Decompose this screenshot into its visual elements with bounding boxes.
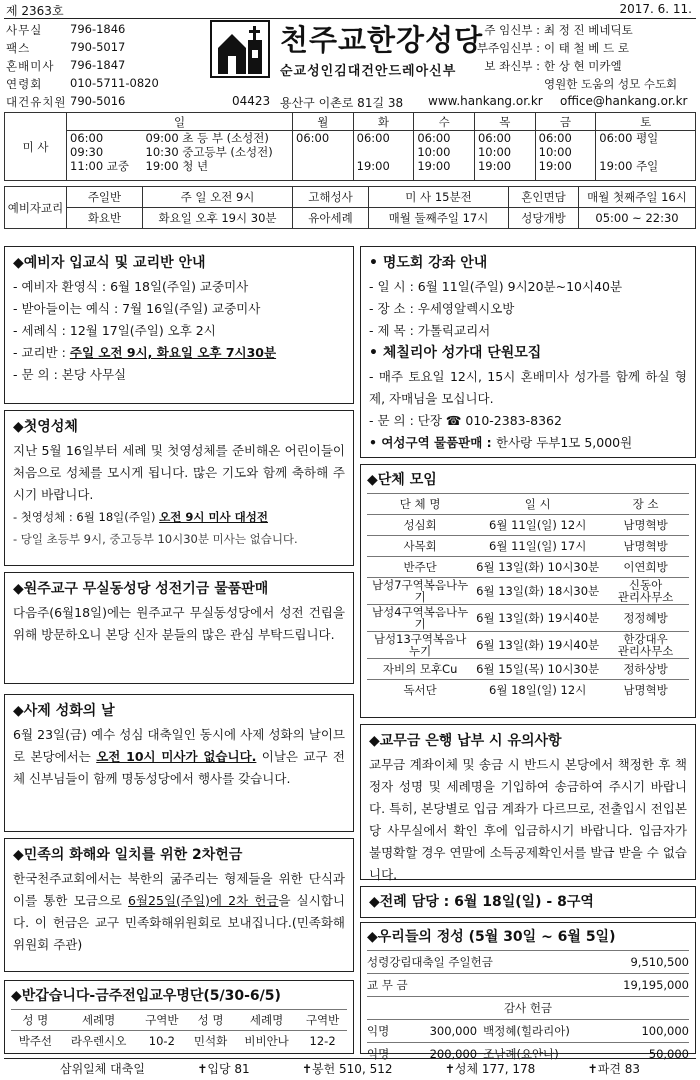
newcomers-cell: 12-2 — [298, 1031, 347, 1052]
feast-name: 삼위일체 대축일 — [60, 1062, 145, 1076]
group-time: 6월 11일(일) 17시 — [473, 536, 602, 557]
group-time: 6월 13일(화) 18시30분 — [473, 578, 602, 605]
sun-times-a: 06:00 09:30 11:00 교중 — [67, 131, 143, 181]
newcomers-head: 성 명 — [11, 1010, 60, 1031]
website-link[interactable]: www.hankang.or.kr — [428, 94, 543, 108]
groups-head: 일 시 — [473, 494, 602, 515]
edu-cell: 05:00 ~ 22:30 — [579, 208, 696, 229]
day-wed: 수 — [414, 113, 475, 131]
group-place: 남명혁방 — [602, 680, 689, 701]
donor-name: 익명 — [367, 1024, 390, 1038]
group-name: 성심회 — [367, 515, 473, 536]
edu-cell: 혼인면담 — [509, 187, 579, 208]
fundraising-title: ◆원주교구 무실동성당 성전기금 물품판매 — [13, 581, 269, 597]
group-name: 남성13구역복음나누기 — [367, 632, 473, 659]
offering-label: 교 무 금 — [367, 978, 408, 992]
education-schedule-table — [4, 186, 696, 229]
newcomers-head: 세례명 — [60, 1010, 138, 1031]
church-logo — [210, 20, 270, 78]
email-link[interactable]: office@hankang.or.kr — [560, 94, 688, 108]
dues-notice — [360, 724, 696, 880]
donor-name: 익명 — [367, 1047, 390, 1061]
reconciliation-text: 한국천주교회에서는 북한의 굶주리는 형제들을 위한 단식과 이를 통한 모금으로 — [13, 871, 345, 908]
reconciliation-date: 6월25일(주일)에 2차 헌금 — [128, 893, 279, 908]
staff-pastor: 주 임신부 : 최 정 진 베네딕토 — [484, 23, 633, 37]
donor-amount: 200,000 — [429, 1047, 478, 1061]
priest-day-text2: 이날은 교구 전체 신부님들이 함께 명동성당에서 행사를 갖습니다. — [13, 749, 345, 786]
group-place: 이연희방 — [602, 557, 689, 578]
edu-cell: 미 사 15분전 — [369, 187, 509, 208]
first-communion-note: - 당일 초등부 9시, 중고등부 10시30분 미사는 없습니다. — [13, 532, 298, 546]
contact-kindergarten: 대건유치원 790-5016 — [6, 94, 126, 109]
church-title: 천주교한강성당 — [280, 23, 484, 57]
mon-times: 06:00 — [293, 131, 354, 181]
group-time: 6월 13일(화) 10시30분 — [473, 557, 602, 578]
offerings-box — [360, 922, 696, 1061]
donor-amount: 100,000 — [641, 1024, 689, 1038]
catechumen-line: - 받아들이는 예식 : 7월 16일(주일) 교중미사 — [13, 301, 261, 316]
reconciliation-notice — [4, 838, 354, 972]
postcode: 04423 — [232, 94, 271, 108]
choir-title: • 체칠리아 성가대 단원모집 — [369, 345, 542, 361]
lecture-line: - 일 시 : 6월 11일(주일) 9시20분~10시40분 — [369, 279, 623, 294]
lecture-line: - 제 목 : 가톨릭교리서 — [369, 323, 491, 338]
issue-number: 제 2363호 — [6, 4, 64, 18]
newcomers-head: 구역반 — [298, 1010, 347, 1031]
liturgy-box — [360, 886, 696, 918]
groups-title: ◆단체 모임 — [367, 472, 437, 488]
sale-title: • 여성구역 물품판매 : — [369, 435, 496, 450]
donor-amount: 50,000 — [648, 1047, 689, 1061]
contact-funeral: 연령회 010-5711-0820 — [6, 76, 159, 91]
newcomers-cell: 민석화 — [186, 1031, 235, 1052]
class-times: 주일 오전 9시, 화요일 오후 7시30분 — [69, 345, 277, 360]
day-fri: 금 — [535, 113, 596, 131]
group-place: 남명혁방 — [602, 536, 689, 557]
offering-amount: 19,195,000 — [623, 978, 689, 992]
class-label: - 교리반 : — [13, 345, 70, 360]
donor-amount: 300,000 — [429, 1024, 478, 1038]
group-time: 6월 11일(일) 12시 — [473, 515, 602, 536]
staff-order: 영원한 도움의 성모 수도회 — [544, 77, 678, 91]
group-time: 6월 18일(일) 12시 — [473, 680, 602, 701]
liturgy-title: ◆전례 담당 : 6월 18일(일) - 8구역 — [369, 894, 594, 910]
newcomers-head: 세례명 — [235, 1010, 298, 1031]
catechumen-notice — [4, 246, 354, 404]
mass-schedule-table — [4, 112, 696, 181]
day-mon: 월 — [293, 113, 354, 131]
edu-label: 예비자교리 — [5, 187, 67, 229]
catechumen-line: - 세례식 : 12월 17일(주일) 오후 2시 — [13, 323, 216, 338]
group-place: 정정혜방 — [602, 605, 689, 632]
hymn-footer — [0, 1060, 700, 1077]
priest-day-title: ◆사제 성화의 날 — [13, 703, 115, 719]
edu-cell: 화요반 — [67, 208, 143, 229]
edu-cell: 성당개방 — [509, 208, 579, 229]
fundraising-notice — [4, 572, 354, 684]
edu-cell: 매월 첫째주일 16시 — [579, 187, 696, 208]
reconciliation-text2: 을 실시합니다. 이 헌금은 교구 민족화해위원회로 보내집니다.(민족화해위원회 주관) — [13, 893, 345, 952]
newcomers-box — [4, 980, 354, 1054]
group-name: 독서단 — [367, 680, 473, 701]
newcomers-cell: 비비안나 — [235, 1031, 298, 1052]
group-time: 6월 15일(목) 10시30분 — [473, 659, 602, 680]
group-name: 남성4구역복음나누기 — [367, 605, 473, 632]
address: 용산구 이촌로 81길 38 — [280, 96, 404, 110]
sat-times: 06:00 평일 19:00 주일 — [596, 131, 696, 181]
group-name: 사목회 — [367, 536, 473, 557]
wed-times: 06:00 10:00 19:00 — [414, 131, 475, 181]
edu-cell: 주일반 — [67, 187, 143, 208]
group-time: 6월 13일(화) 19시40분 — [473, 605, 602, 632]
hymn-entrance: ✝입당 81 — [197, 1062, 250, 1076]
day-tue: 화 — [353, 113, 414, 131]
reconciliation-title: ◆민족의 화해와 일치를 위한 2차헌금 — [13, 847, 243, 863]
church-subtitle: 순교성인김대건안드레아신부 — [280, 64, 457, 79]
thanks-offering-label: 감사 헌금 — [503, 1001, 553, 1015]
offering-amount: 9,510,500 — [630, 955, 689, 969]
lecture-notice — [360, 246, 696, 458]
contact-office: 사무실 796-1846 — [6, 22, 126, 37]
group-name: 남성7구역복음나누기 — [367, 578, 473, 605]
newcomers-head: 구역반 — [137, 1010, 186, 1031]
footer-rule — [4, 1058, 696, 1059]
sun-times-b: 09:00 초 등 부 (소성전) 10:30 중고등부 (소성전) 19:00 청 년 — [143, 131, 293, 181]
group-place: 한강대우 관리사무소 — [602, 632, 689, 659]
day-sat: 토 — [596, 113, 696, 131]
catechumen-contact: - 문 의 : 본당 사무실 — [13, 367, 127, 382]
fundraising-text: 다음주(6월18일)에는 원주교구 무실동성당에서 성전 건립을 위해 방문하오니 본당 신자 분들의 많은 관심 부탁드립니다. — [13, 605, 345, 642]
newcomers-cell: 10-2 — [137, 1031, 186, 1052]
thu-times: 06:00 10:00 19:00 — [474, 131, 535, 181]
group-name: 자비의 모후Cu — [367, 659, 473, 680]
first-communion-time: 오전 9시 미사 대성전 — [159, 510, 268, 524]
newcomers-head: 성 명 — [186, 1010, 235, 1031]
first-communion-title: ◆첫영성체 — [13, 419, 78, 435]
edu-cell: 고해성사 — [293, 187, 369, 208]
issue-date: 2017. 6. 11. — [619, 2, 692, 16]
day-sun: 일 — [67, 113, 293, 131]
donor-name: 조남례(요안나) — [483, 1047, 559, 1061]
edu-cell: 매월 둘째주일 17시 — [369, 208, 509, 229]
first-communion-notice — [4, 410, 354, 566]
sale-item: 한사랑 두부1모 5,000원 — [496, 435, 633, 450]
mass-label: 미 사 — [5, 113, 67, 181]
choir-text: - 매주 토요일 12시, 15시 혼배미사 성가를 함께 하실 형제, 자매님을 모십니다. — [369, 369, 687, 406]
newcomers-cell: 라우렌시오 — [60, 1031, 138, 1052]
group-place: 신동아 관리사무소 — [602, 578, 689, 605]
catechumen-line: - 예비자 환영식 : 6월 18일(주일) 교중미사 — [13, 279, 249, 294]
donor-name: 백정혜(힐라리아) — [483, 1024, 570, 1038]
first-communion-text: 지난 5월 16일부터 세례 및 첫영성체를 준비해온 어린이들이 처음으로 성체를 모시게 됩니다. 많은 기도와 함께 축하해 주시기 바랍니다. — [13, 443, 345, 502]
choir-contact: - 문 의 : 단장 ☎ 010-2383-8362 — [369, 413, 562, 428]
edu-cell: 주 일 오전 9시 — [143, 187, 293, 208]
day-thu: 목 — [474, 113, 535, 131]
group-place: 정하상방 — [602, 659, 689, 680]
edu-cell: 유아세례 — [293, 208, 369, 229]
group-time: 6월 13일(화) 19시40분 — [473, 632, 602, 659]
offering-label: 성령강림대축일 주일헌금 — [367, 955, 493, 969]
contact-wedding: 혼배미사 796-1847 — [6, 58, 126, 73]
staff-assistant: 부주임신부 : 이 태 철 베 드 로 — [476, 41, 629, 55]
edu-cell: 화요일 오후 19시 30분 — [143, 208, 293, 229]
priest-day-text: 6월 23일(금) 예수 성심 대축일인 동시에 사제 성화의 날이므로 본당에서는 — [13, 727, 345, 764]
groups-head: 장 소 — [602, 494, 689, 515]
groups-head: 단 체 명 — [367, 494, 473, 515]
offerings-table — [367, 950, 689, 1019]
groups-table — [367, 493, 689, 701]
staff-curate: 보 좌신부 : 한 상 현 미카엘 — [484, 59, 622, 73]
hymn-offertory: ✝봉헌 510, 512 — [301, 1062, 393, 1076]
group-place: 남명혁방 — [602, 515, 689, 536]
newcomers-cell: 박주선 — [11, 1031, 60, 1052]
contact-fax: 팩스 790-5017 — [6, 40, 126, 55]
tue-times: 06:00 19:00 — [353, 131, 414, 181]
first-communion-label: - 첫영성체 : 6월 18일(주일) — [13, 510, 160, 524]
catechumen-title: ◆예비자 입교식 및 교리반 안내 — [13, 255, 206, 271]
groups-box — [360, 464, 696, 718]
offerings-title: ◆우리들의 정성 (5월 30일 ~ 6월 5일) — [367, 929, 616, 945]
group-name: 반주단 — [367, 557, 473, 578]
dues-text: 교무금 계좌이체 및 송금 시 반드시 본당에서 책정한 후 책정자 성명 및 세례명을 기입하여 송금하여 주시기 바랍니다. 특히, 본당별로 입금 계좌가 다르므로, 전출입시 전입본당 사무실에서 확인 후에 입금하시기 바랍니다. 입금자가 불명확할 경우 연말에 소득공제확인서를 발급 받을 수 없습니다. — [369, 757, 687, 882]
hymn-recessional: ✝파견 83 — [587, 1062, 640, 1076]
hymn-communion: ✝성체 177, 178 — [444, 1062, 536, 1076]
newcomers-table — [11, 1009, 347, 1052]
priest-day-highlight: 오전 10시 미사가 없습니다. — [96, 749, 257, 764]
newcomers-title: ◆반갑습니다-금주전입교우명단(5/30-6/5) — [11, 988, 281, 1004]
church-icon — [212, 22, 268, 76]
lecture-title: • 명도회 강좌 안내 — [369, 255, 488, 271]
fri-times: 06:00 10:00 19:00 — [535, 131, 596, 181]
dues-title: ◆교무금 은행 납부 시 유의사항 — [369, 733, 562, 749]
priest-day-notice — [4, 694, 354, 832]
lecture-line: - 장 소 : 우세영알렉시오방 — [369, 301, 515, 316]
